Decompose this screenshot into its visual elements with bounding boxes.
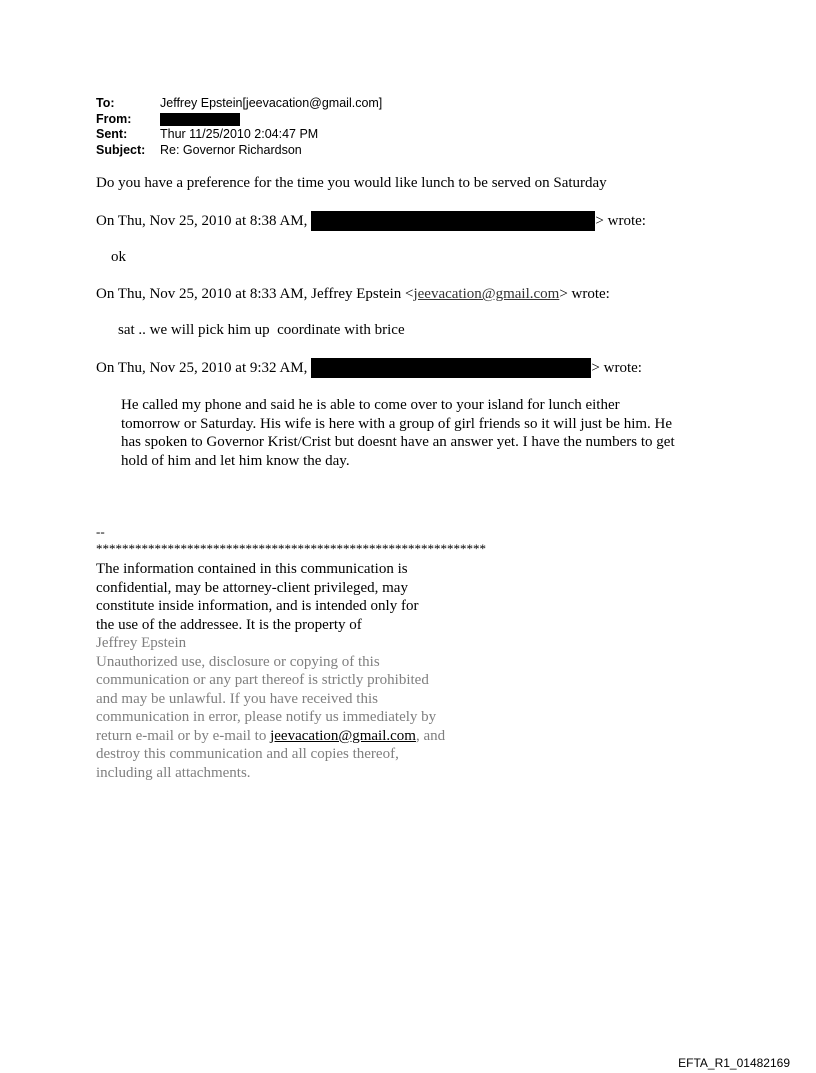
quote-header-2-wrote: > wrote: <box>559 286 610 302</box>
subject-label: Subject: <box>96 142 146 157</box>
sent-row <box>96 127 382 143</box>
disclaimer-email-link[interactable]: jeevacation@gmail.com <box>270 727 416 744</box>
subject-row <box>96 143 382 159</box>
disclaimer-email-post: , and <box>415 727 446 744</box>
disclaimer-line: destroy this communication and all copies thereof, <box>96 746 399 762</box>
paragraph-line: has spoken to Governor Krist/Crist but doesnt have an answer yet. I have the numbers to get <box>121 434 675 450</box>
disclaimer-email-pre: return e-mail or by e-mail to <box>96 727 271 744</box>
quote-header-1-text: On Thu, Nov 25, 2010 at 8:38 AM, <box>96 212 308 229</box>
signature-stars: ************************************************************ <box>96 541 486 556</box>
disclaimer-email-line <box>96 727 445 746</box>
redaction-sender-1 <box>311 211 595 231</box>
redaction-from <box>160 113 240 126</box>
disclaimer-line: confidential, may be attorney-client privileged, may <box>96 579 408 596</box>
reply-ok: ok <box>111 249 126 265</box>
signature-dashes: -- <box>96 524 105 539</box>
quote-header-2-text: On Thu, Nov 25, 2010 at 8:33 AM, Jeffrey Epstein < <box>96 286 414 302</box>
to-row <box>96 96 382 112</box>
from-row <box>96 112 382 128</box>
quote-email-link[interactable]: jeevacation@gmail.com <box>413 286 560 302</box>
disclaimer-line: communication or any part thereof is strictly prohibited <box>96 672 429 688</box>
disclaimer-line: communication in error, please notify us immediately by <box>96 709 437 725</box>
disclaimer-line: Jeffrey Epstein <box>96 635 187 651</box>
disclaimer-line: constitute inside information, and is intended only for <box>96 598 419 614</box>
paragraph-line: He called my phone and said he is able to come over to your island for lunch either <box>121 397 620 413</box>
paragraph-line: tomorrow or Saturday. His wife is here with a group of girl friends so it will just be him. He <box>121 415 673 432</box>
quote-header-1 <box>96 211 646 231</box>
reply-sat: sat .. we will pick him up coordinate with brice <box>118 322 405 338</box>
quote-header-3 <box>96 358 642 378</box>
subject-value: Re: Governor Richardson <box>160 142 302 157</box>
signature-disclaimer <box>96 560 445 782</box>
sent-label: Sent: <box>96 127 128 141</box>
disclaimer-line: and may be unlawful. If you have received this <box>96 690 378 707</box>
disclaimer-line: the use of the addressee. It is the property of <box>96 616 362 633</box>
paragraph-line: hold of him and let him know the day. <box>121 452 350 469</box>
body-line-1: Do you have a preference for the time you would like lunch to be served on Saturday <box>96 175 607 191</box>
to-value: Jeffrey Epstein[jeevacation@gmail.com] <box>160 96 383 110</box>
quote-header-1-wrote: > wrote: <box>595 212 646 229</box>
document-id: EFTA_R1_01482169 <box>678 1056 790 1070</box>
disclaimer-line: The information contained in this communication is <box>96 561 408 577</box>
redaction-sender-3 <box>311 358 591 378</box>
quoted-paragraph <box>121 396 675 470</box>
disclaimer-line: Unauthorized use, disclosure or copying of this <box>96 653 380 670</box>
quote-header-3-text: On Thu, Nov 25, 2010 at 9:32 AM, <box>96 359 308 376</box>
quote-header-2 <box>96 285 610 304</box>
email-header <box>96 96 382 158</box>
to-label: To: <box>96 96 115 110</box>
from-label: From: <box>96 111 132 126</box>
sent-value: Thur 11/25/2010 2:04:47 PM <box>160 127 319 141</box>
quote-header-3-wrote: > wrote: <box>591 359 642 376</box>
disclaimer-line: including all attachments. <box>96 764 251 781</box>
